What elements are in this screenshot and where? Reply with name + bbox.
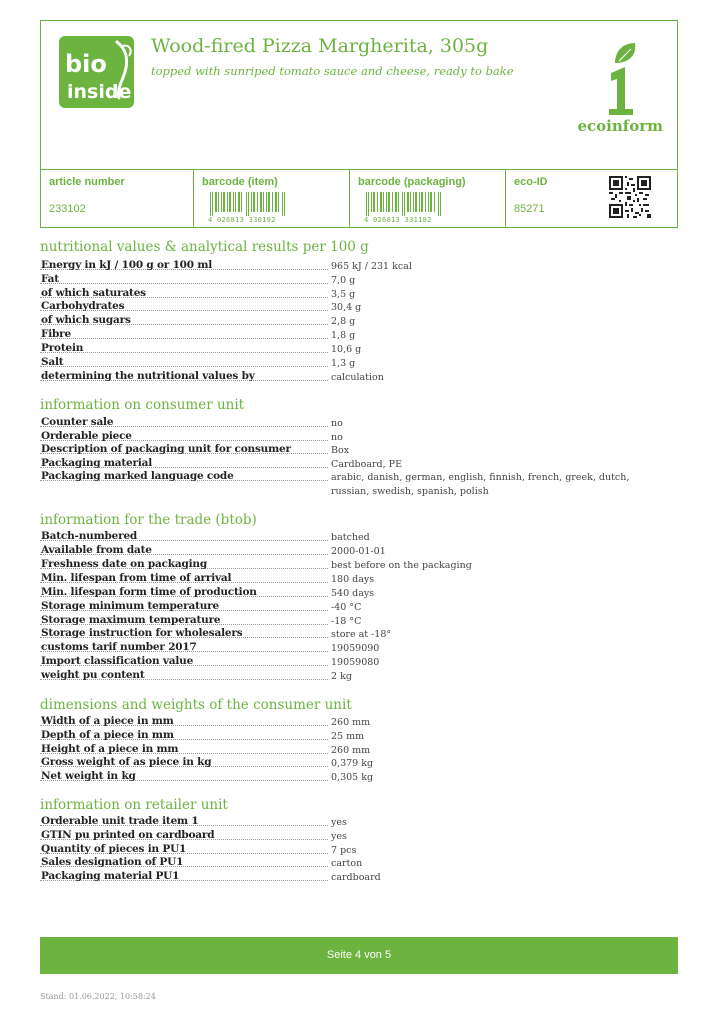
table-row	[40, 416, 680, 430]
table-row	[40, 743, 680, 757]
row-value: carton	[331, 858, 363, 869]
row-label: Min. lifespan form time of production	[41, 586, 257, 598]
table-row	[40, 715, 680, 729]
row-value: 10,6 g	[331, 344, 362, 355]
section-title-retailer-unit: information on retailer unit	[40, 797, 228, 813]
ecoinform-wordmark: ecoinform	[577, 117, 663, 135]
barcode-item-digits: 4 026813 330192	[208, 216, 276, 224]
row-value: 30,4 g	[331, 302, 362, 313]
row-value: -18 °C	[331, 616, 362, 627]
logo-word-inside: inside	[67, 81, 132, 103]
table-row	[40, 655, 680, 669]
row-label: Energy in kJ / 100 g or 100 ml	[41, 259, 213, 271]
article-number-label: article number	[49, 176, 125, 188]
table-row	[40, 586, 680, 600]
row-value: store at -18°	[331, 629, 392, 640]
row-label: Description of packaging unit for consumer	[41, 443, 291, 455]
row-label: Storage maximum temperature	[41, 614, 221, 626]
row-value: 260 mm	[331, 717, 371, 728]
row-label: weight pu content	[41, 669, 145, 681]
section-title-consumer-unit: information on consumer unit	[40, 397, 245, 413]
table-row	[40, 314, 680, 328]
table-row	[40, 600, 680, 614]
product-subtitle: topped with sunriped tomato sauce and cheese, ready to bake	[151, 64, 514, 78]
row-value: 25 mm	[331, 731, 365, 742]
table-row	[40, 342, 680, 356]
barcode-item-bars	[208, 192, 288, 216]
table-row	[40, 669, 680, 683]
row-value: Cardboard, PE	[331, 459, 403, 470]
row-label: Protein	[41, 342, 84, 354]
row-label: determining the nutritional values by	[41, 370, 255, 382]
table-row	[40, 273, 680, 287]
row-label: Storage minimum temperature	[41, 600, 219, 612]
page-number: Seite 4 von 5	[326, 949, 392, 961]
logo-word-bio: bio	[65, 50, 107, 78]
row-label: customs tarif number 2017	[41, 641, 197, 653]
row-label: Packaging material PU1	[41, 870, 180, 882]
barcode-packaging-bars	[364, 192, 444, 216]
row-value: 0,305 kg	[331, 772, 374, 783]
row-label: Orderable unit trade item 1	[41, 815, 199, 827]
row-label: of which sugars	[41, 314, 131, 326]
row-value: cardboard	[331, 872, 381, 883]
table-row	[40, 430, 680, 444]
row-value: calculation	[331, 372, 384, 383]
row-label: Packaging material	[41, 457, 153, 469]
eco-id-value: 85271	[514, 203, 545, 215]
row-value: 3,5 g	[331, 289, 356, 300]
table-row	[40, 287, 680, 301]
row-value: 260 mm	[331, 745, 371, 756]
table-row	[40, 829, 680, 843]
row-value: 1,8 g	[331, 330, 356, 341]
row-value: 19059090	[331, 643, 380, 654]
barcode-packaging-digits: 4 026813 331182	[364, 216, 432, 224]
table-row	[40, 770, 680, 784]
table-row	[40, 843, 680, 857]
barcode-item-label: barcode (item)	[202, 176, 278, 188]
product-title: Wood-fired Pizza Margherita, 305g	[151, 35, 489, 57]
article-number-cell	[41, 170, 193, 227]
row-value: batched	[331, 532, 370, 543]
table-row	[40, 300, 680, 314]
row-label: Min. lifespan from time of arrival	[41, 572, 232, 584]
table-row	[40, 328, 680, 342]
table-row	[40, 457, 680, 471]
table-row	[40, 756, 680, 770]
row-label: Depth of a piece in mm	[41, 729, 174, 741]
row-label: Fibre	[41, 328, 71, 340]
row-value: 2 kg	[331, 671, 352, 682]
table-row	[40, 530, 680, 544]
table-row	[40, 815, 680, 829]
section-title-trade: information for the trade (btob)	[40, 512, 257, 528]
row-label: Packaging marked language code	[41, 470, 234, 482]
row-label: Quantity of pieces in PU1	[41, 843, 187, 855]
row-label: Freshness date on packaging	[41, 558, 207, 570]
table-row	[40, 558, 680, 572]
row-value: 540 days	[331, 588, 375, 599]
article-number-value: 233102	[49, 203, 86, 215]
table-row	[40, 470, 680, 497]
barcode-packaging-label: barcode (packaging)	[358, 176, 466, 188]
table-row	[40, 856, 680, 870]
table-row	[40, 641, 680, 655]
row-value: 2000-01-01	[331, 546, 386, 557]
qr-code-icon	[609, 176, 651, 218]
barcode-item	[208, 192, 288, 226]
header-box	[40, 20, 678, 170]
row-label: Net weight in kg	[41, 770, 136, 782]
row-label: Fat	[41, 273, 59, 285]
footer-bar	[40, 937, 678, 974]
table-row	[40, 627, 680, 641]
row-label: Salt	[41, 356, 64, 368]
row-value: -40 °C	[331, 602, 362, 613]
eco-id-cell	[505, 170, 679, 227]
barcode-packaging	[364, 192, 444, 226]
barcode-item-cell	[193, 170, 349, 227]
table-row	[40, 370, 680, 384]
bio-inside-logo	[59, 36, 134, 108]
row-label: Carbohydrates	[41, 300, 125, 312]
table-row	[40, 870, 680, 884]
row-label: of which saturates	[41, 287, 146, 299]
table-row	[40, 729, 680, 743]
eco-id-label: eco-ID	[514, 176, 548, 188]
row-value: 180 days	[331, 574, 375, 585]
row-label: Height of a piece in mm	[41, 743, 179, 755]
table-row	[40, 443, 680, 457]
row-label: Width of a piece in mm	[41, 715, 174, 727]
row-value: 7,0 g	[331, 275, 356, 286]
row-value: 7 pcs	[331, 845, 357, 856]
table-row	[40, 544, 680, 558]
table-row	[40, 259, 680, 273]
table-row	[40, 572, 680, 586]
row-value: 965 kJ / 231 kcal	[331, 261, 412, 272]
row-value: 0,379 kg	[331, 758, 374, 769]
row-value: Box	[331, 445, 350, 456]
row-value: no	[331, 432, 343, 443]
article-info-row	[40, 170, 678, 228]
row-label: Storage instruction for wholesalers	[41, 627, 243, 639]
row-label: Orderable piece	[41, 430, 132, 442]
row-value: 19059080	[331, 657, 380, 668]
section-title-nutrition: nutritional values & analytical results per 100 g	[40, 239, 369, 255]
table-row	[40, 614, 680, 628]
row-label: Available from date	[41, 544, 152, 556]
row-label: Import classification value	[41, 655, 194, 667]
row-value: best before on the packaging	[331, 560, 472, 571]
section-title-dimensions: dimensions and weights of the consumer unit	[40, 697, 352, 713]
row-label: Sales designation of PU1	[41, 856, 184, 868]
row-value: yes	[331, 831, 347, 842]
table-row	[40, 356, 680, 370]
row-value: yes	[331, 817, 347, 828]
row-label: Gross weight of as piece in kg	[41, 756, 212, 768]
row-label: GTIN pu printed on cardboard	[41, 829, 215, 841]
row-label: Counter sale	[41, 416, 114, 428]
row-value: no	[331, 418, 343, 429]
row-value: 2,8 g	[331, 316, 356, 327]
barcode-packaging-cell	[349, 170, 505, 227]
timestamp: Stand: 01.06.2022, 10:58:24	[40, 992, 156, 1001]
row-value: 1,3 g	[331, 358, 356, 369]
row-value: arabic, danish, german, english, finnish, french, greek, dutch, russian, swedish, spanish, polish	[331, 472, 630, 497]
row-label: Batch-numbered	[41, 530, 138, 542]
